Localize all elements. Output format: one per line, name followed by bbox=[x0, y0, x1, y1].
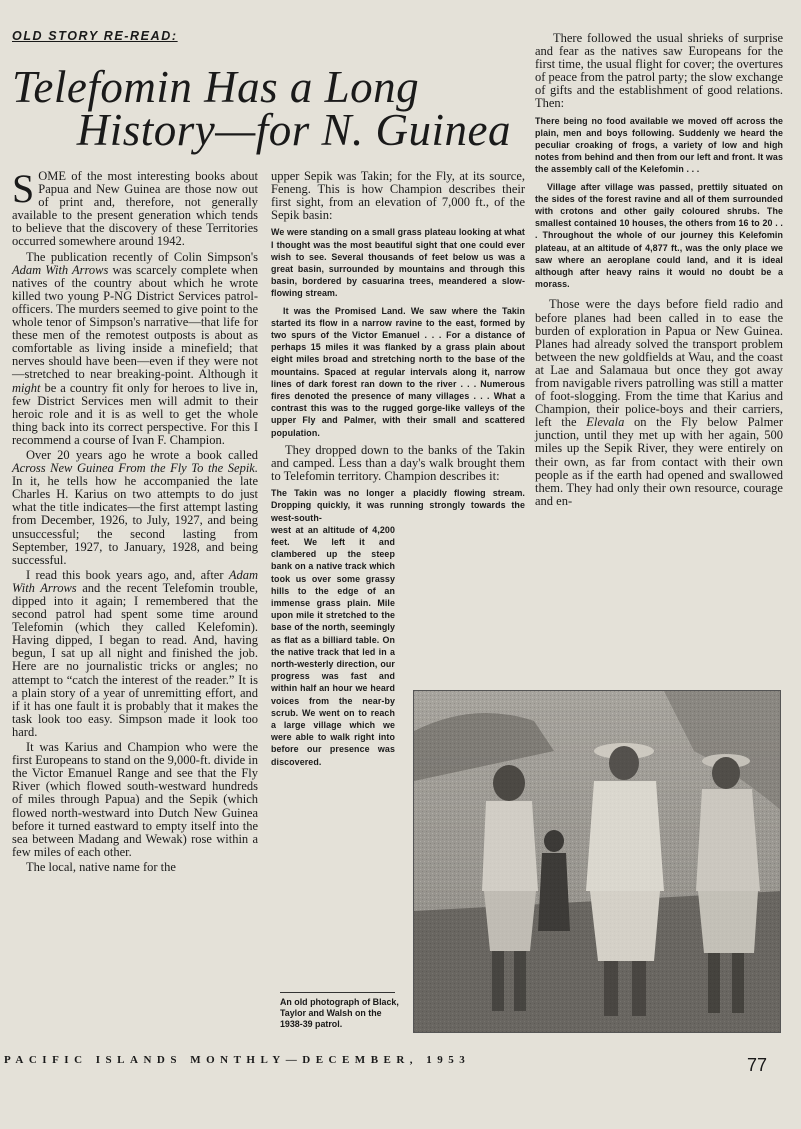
page-footer: PACIFIC ISLANDS MONTHLY—DECEMBER, 1953 bbox=[4, 1054, 471, 1066]
paragraph-text: In it, he tells how he accompanied the late Charles H. Karius on two attempts to do just what the title indicates—the first attempt lasting from December, 1926, to July, 1927, and being unsuccessful; the second lasting from September, 1927, to January, 1928, and being successful. bbox=[12, 474, 258, 567]
headline-line-1: Telefomin Has a Long bbox=[12, 62, 420, 112]
paragraph: There followed the usual shrieks of surprise and fear as the natives saw Europeans for the first time, the usual flight for cover; the overtures of peace from the patrol party; the slow exchange of gifts and the establishment of good relations. Then: bbox=[535, 31, 783, 111]
paragraph-text: Those were the days before field radio and before planes had been called in to ease the burden of exploration in Papua or New Guinea. Planes had already solved the transport problem between the new goldfields at Wau, and the coast at Lae and Salamaua but once they got away from navigable rivers patrolling was still a matter of foot-slogging. From the time that Karius and Champion, their police-boys and their carriers, left the bbox=[535, 297, 783, 430]
book-title: Adam With Arrows bbox=[12, 262, 109, 277]
paragraph-text: and the recent Telefomin trouble, dipped into it again; I remembered that the second patrol had spent some time around Telefomin (which they called Kelefomin). Having dipped, I began to read. And, having begun, I sat up all night and finished the job. Here are no journalistic tricks or angles; no attempt to “catch the interest of the reader.” It is a plain story of a year of unremitting effort, and if it has one fault it is probably that it makes the task look too easy. Simpson made it look too hard. bbox=[12, 580, 258, 739]
photo-illustration bbox=[414, 691, 781, 1033]
paragraph: The local, native name for the bbox=[26, 859, 176, 874]
paragraph-text: OME of the most interesting books about Papua and New Guinea are those now out of print and, therefore, not generally available to the present generation which tends to believe that the discovery of these Territories occurred somewhere around 1942. bbox=[12, 169, 258, 249]
book-title: Across New Guinea From the Fly To the Sepik. bbox=[12, 461, 258, 476]
paragraph-text: Over 20 years ago he wrote a book called bbox=[26, 447, 258, 462]
block-quote: Village after village was passed, prettily situated on the sides of the forest ravine and all of them surrounded with crotons and other gaily coloured shrubs. The smallest contained 10 houses, the others from 16 to 20 . . . Throughout the whole of our journey this Kelefomin plateau, at an altitude of 4,877 ft., was the only place we saw where an aeroplane could land, and it is ideal although after heavy rains it would no doubt be a morass. bbox=[535, 181, 783, 290]
paragraph bbox=[12, 569, 258, 739]
article-column-1 bbox=[12, 166, 258, 876]
section-kicker: OLD STORY RE-READ: bbox=[12, 29, 178, 43]
block-quote-narrow: west at an altitude of 4,200 feet. We left it and clambered up the steep bank on a native track which took us over some grassy hills to the edge of an immense grass plain. Mile upon mile it stretched to the base of the north, seemingly as flat as a billiard table. On the native track that led in a north-westerly direction, our progress was fast and within half an hour we heard voices from the near-by scrub. We went on to reach a large village which we were able to walk right into before our presence was discovered. bbox=[271, 524, 395, 767]
block-quote: There being no food available we moved off across the plain, men and boys following. Suddenly we heard the peculiar croaking of frogs, a variety of low and high notes from behind and then from our left and front. It was the assembly call of the Kelefomin . . . bbox=[535, 115, 783, 175]
article-column-2 bbox=[271, 170, 525, 773]
paragraph bbox=[12, 251, 258, 447]
block-quote: The Takin was no longer a placidly flowing stream. Dropping quickly, it was running strongly towards the west-south- bbox=[271, 488, 525, 523]
drop-cap: S bbox=[12, 166, 35, 211]
paragraph-text: The publication recently of Colin Simpson's bbox=[26, 249, 258, 264]
photo-caption: An old photograph of Black, Taylor and Walsh on the 1938-39 patrol. bbox=[280, 992, 400, 1030]
paragraph bbox=[12, 449, 258, 567]
block-quote: It was the Promised Land. We saw where the Takin started its flow in a narrow ravine to the east, formed by two spurs of the Victor Emanuel . . . For a distance of perhaps 15 miles it was flanked by a grass plain about eight miles broad and stretching north to the base of the mountains. Spaced at regular intervals along it, narrow lines of dark forest ran down to the river . . . Numerous fires denoted the presence of many villages . . . What a contrast this was to the rugged gorge-like valleys of the upper Fly and Palmer, with their small and scattered population. bbox=[271, 305, 525, 438]
page-number: 77 bbox=[746, 1055, 767, 1075]
paragraph bbox=[535, 298, 783, 508]
paragraph: They dropped down to the banks of the Takin and camped. Less than a day's walk brought them to Telefomin territory. Champion describes it: bbox=[271, 442, 525, 484]
paragraph: upper Sepik was Takin; for the Fly, at its source, Feneng. This is how Champion describes their first sight, from an elevation of 7,000 ft., of the Sepik basin: bbox=[271, 169, 525, 223]
patrol-photograph bbox=[413, 690, 781, 1033]
emphasis: might bbox=[12, 380, 41, 395]
paragraph: It was Karius and Champion who were the first Europeans to stand on the 9,000-ft. divide in the Victor Emanuel Range and see that the Fly River (which flowed south-westward hundreds of miles through Papua) and the Sepik (which flowed north-westward into Dutch New Guinea before it turned eastward to empty itself into the sea between Madang and Wewak) rose within a few miles of each other. bbox=[12, 740, 258, 859]
paragraph-text: be a country fit only for heroes to live in, few District Services men will admit to their heroic role and it is as well to get the whole thing back into its correct perspective. For this I recommend a course of Ivan F. Champion. bbox=[12, 380, 258, 447]
paragraph-text: on the Fly below Palmer junction, until they met up with her again, 500 miles up the Sepik River, they were entirely on their own, as far from contact with their own people as if the earth had opened and swallowed them. They had only their own resource, courage and en- bbox=[535, 415, 783, 508]
headline-line-2: History—for N. Guinea bbox=[76, 105, 511, 155]
article-column-3 bbox=[535, 32, 783, 510]
block-quote: We were standing on a small grass plateau looking at what I thought was the most beautiful sight that one could ever wish to see. Several thousands of feet below us was a great basin, surrounded by mountains and through this basin, bordered by casuarina trees, meandered a slow-flowing stream. bbox=[271, 227, 525, 299]
paragraph-text: was scarcely complete when natives of the country about which he wrote killed two young P-NG District Services patrol-officers. The murders seemed to give point to the whole tenor of Simpson's narrative—that life for these men of the remotest outposts is about as comfortable as living inside a minefield; that nerves should have been—even if they were not—stretched to near breaking-point. Although it bbox=[12, 262, 258, 382]
paragraph bbox=[12, 166, 258, 249]
paragraph-text: I read this book years ago, and, after bbox=[26, 567, 229, 582]
book-title: Adam With Arrows bbox=[12, 567, 258, 595]
ship-name: Elevala bbox=[586, 415, 625, 430]
